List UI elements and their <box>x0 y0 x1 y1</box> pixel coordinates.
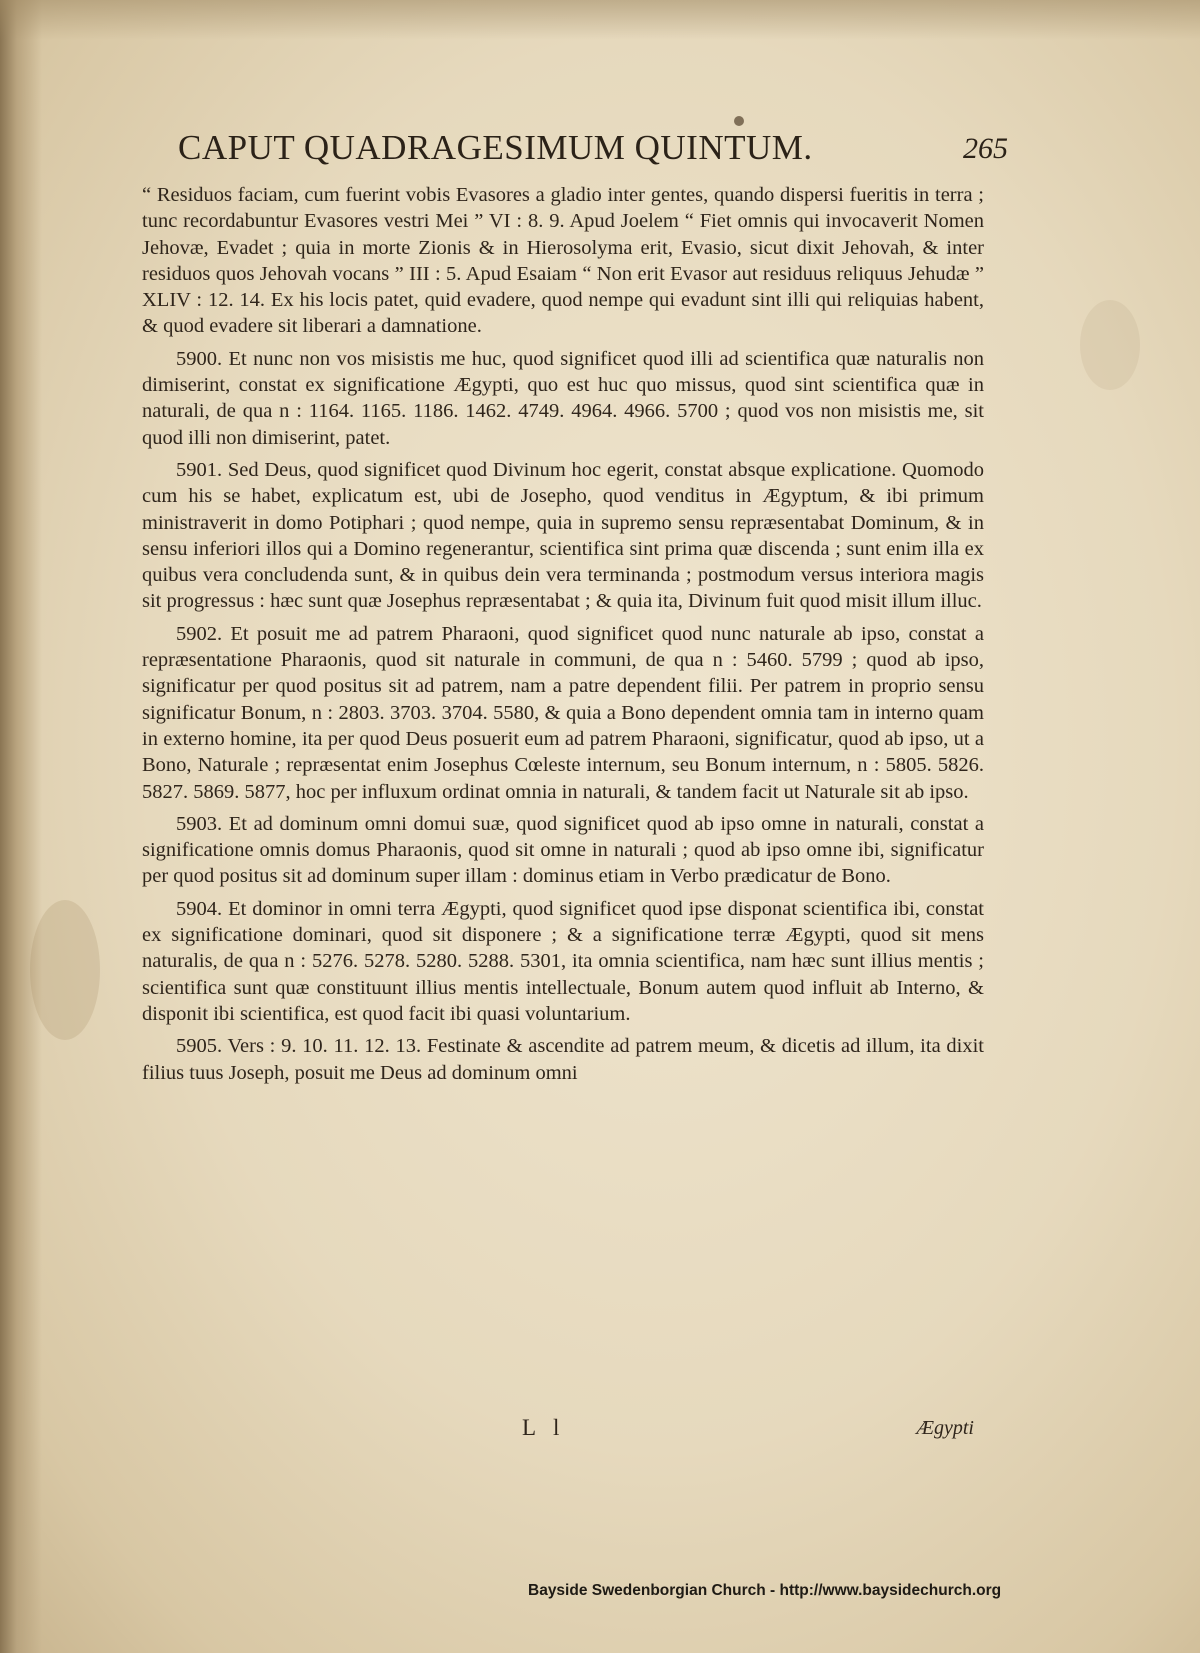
paragraph-continuation: “ Residuos faciam, cum fuerint vobis Evasores a gladio inter gentes, quando dispersi fueritis in terra ; tunc recordabuntur Evasores vestri Mei ” VI : 8. 9. Apud Joelem “ Fiet omnis qui invocaverit Nomen Jehovæ, Evadet ; quia in morte Zionis & in Hierosolyma erit, Evasio, sicut dixit Jehovah, & inter residuos quos Jehovah vocans ” III : 5. Apud Esaiam “ Non erit Evasor aut residuus reliquus Jehudæ ” XLIV : 12. 14. Ex his locis patet, quid evadere, quod nempe qui evadunt sint illi qui reliquias habent, & quod evadere sit liberari a damnatione. <box>142 184 984 338</box>
running-header <box>178 128 1008 178</box>
chapter-title: CAPUT QUADRAGESIMUM QUINTUM. <box>178 128 813 167</box>
paragraph-5902: 5902. Et posuit me ad patrem Pharaoni, quod significet quod nunc naturale ab ipso, constat a repræsentatione Pharaonis, quod sit naturale in communi, de qua n : 5460. 5799 ; quod ab ipso, significatur per quod positus sit ad patrem, nam a patre dependent filii. Per patrem in proprio sensu significatur Bonum, n : 2803. 3703. 3704. 5580, & quia a Bono dependent omnia tam in interno quam in externo homine, ita per quod Deus posuerit eum ad patrem Pharaoni, significatur, quod ab ipso, ut a Bono, Naturale ; repræsentat enim Josephus Cœleste internum, seu Bonum internum, n : 5805. 5826. 5827. 5869. 5877, hoc per influxum ordinat omnia in naturali, & tandem facit ut Naturale sit ab ipso. <box>142 622 984 803</box>
paragraph-5903: 5903. Et ad dominum omni domui suæ, quod significet quod ab ipso omne in naturali, constat a significatione omnis domus Pharaonis, quod sit omne in naturali ; quod ab ipso omne ibi, significatur per quod positus sit ad dominum super illam : dominus etiam in Verbo prædicatur de Bono. <box>142 812 984 888</box>
signature-mark: L l <box>522 1415 566 1440</box>
top-shadow <box>0 0 1200 40</box>
ink-spot <box>734 116 744 126</box>
page-footer <box>142 1415 984 1445</box>
paragraph-5900: 5900. Et nunc non vos misistis me huc, quod significet quod illi ad scientifica quæ naturalis non dimiserint, constat ex significatione Ægypti, quo est huc quo missus, quod sint scientifica quæ in naturali, de qua n : 1164. 1165. 1186. 1462. 4749. 4964. 4966. 5700 ; quod vos non misistis me, sit quod illi non dimiserint, patet. <box>142 347 984 449</box>
paper-stain <box>30 900 100 1040</box>
paragraph-5904: 5904. Et dominor in omni terra Ægypti, quod significet quod ipse disponat scientifica ibi, constat ex significatione dominari, quod sit disponere ; & a significatione terræ Ægypti, quod sit mens naturalis, de qua n : 5276. 5278. 5280. 5288. 5301, ita omnia scientifica, nam hæc sunt illius mentis ; scientifica sunt quæ constituunt illius mentis intellectuale, Bonum autem quod influit ab Interno, & disponit ibi scientifica, est quod facit ibi quasi voluntarium. <box>142 897 984 1025</box>
binding-shadow <box>0 0 42 1653</box>
paragraph-5905: 5905. Vers : 9. 10. 11. 12. 13. Festinate & ascendite ad patrem meum, & dicetis ad illum, ita dixit filius tuus Joseph, posuit me Deus ad dominum omni <box>142 1035 984 1084</box>
source-watermark: Bayside Swedenborgian Church - http://www.baysidechurch.org <box>528 1582 1002 1599</box>
paper-stain <box>1080 300 1140 390</box>
catchword: Ægypti <box>916 1417 974 1439</box>
main-text <box>142 182 984 1086</box>
paragraph-5901: 5901. Sed Deus, quod significet quod Divinum hoc egerit, constat absque explicatione. Quomodo cum his se habet, explicatum est, ubi de Josepho, quod venditus in Ægyptum, & ibi primum ministraverit in domo Potiphari ; quod nempe, quia in supremo sensu repræsentabat Dominum, & in sensu inferiori illos qui a Domino regenerantur, scientifica sint prima quæ discenda ; sunt enim illa ex quibus vera concludenda sunt, & in quibus dein vera terminanda ; postmodum versus interiora magis sit progressus : hæc sunt quæ Josephus repræsentabat ; & quia ita, Divinum fuit quod misit illum illuc. <box>142 458 984 613</box>
page-number: 265 <box>963 132 1008 165</box>
